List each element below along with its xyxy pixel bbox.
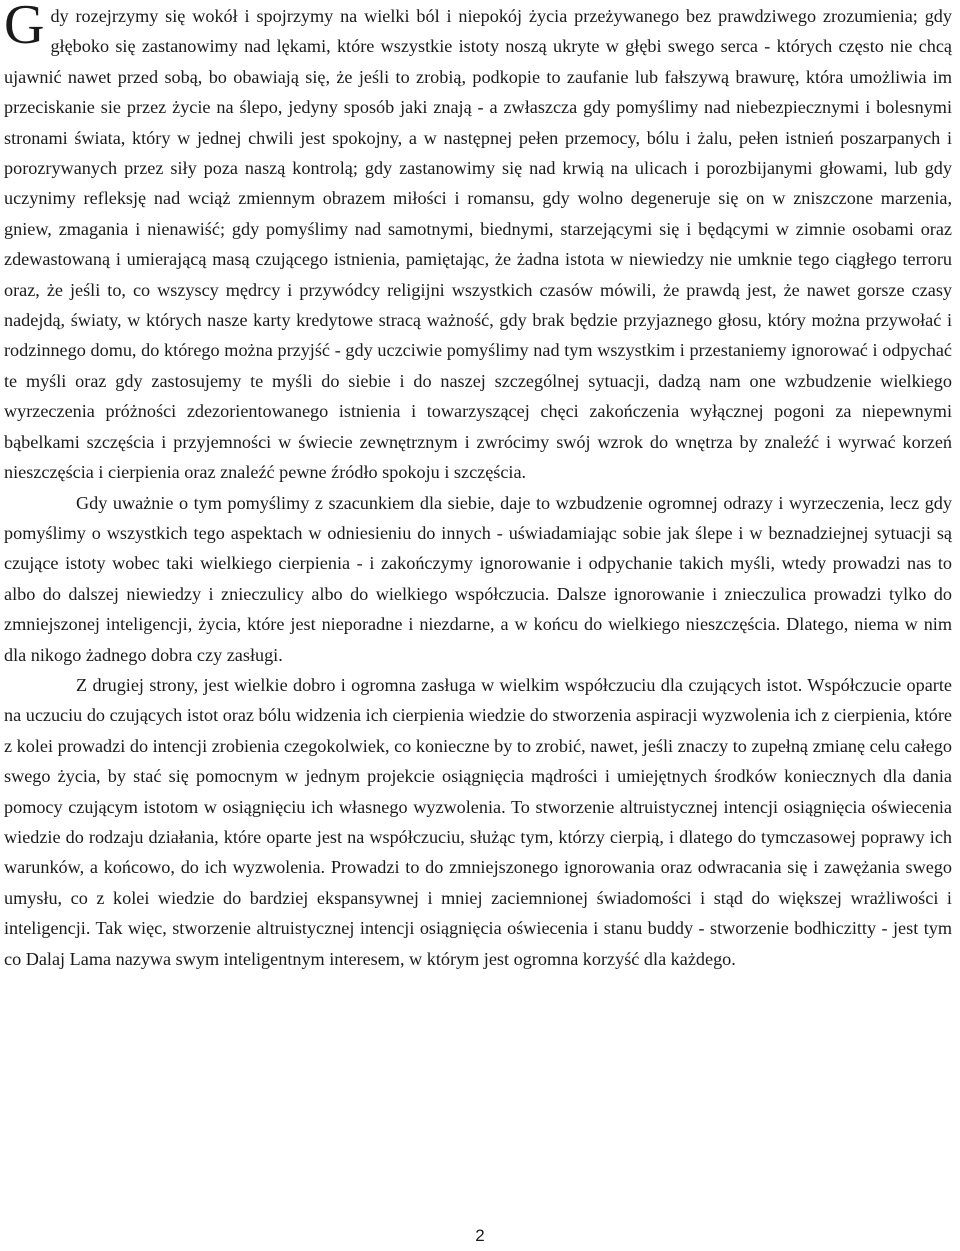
document-page (4, 0, 952, 974)
paragraph-2: Gdy uważnie o tym pomyślimy z szacunkiem dla siebie, daje to wzbudzenie ogromnej odrazy i wyrzeczenia, lecz gdy pomyślimy o wszystkich tego aspektach w odniesieniu do innych - uświadamiając sobie jak ślepe i w beznadziejnej sytuacji są czujące istoty wobec taki wielkiego cierpienia - i zakończymy ignorowanie i odpychanie takich myśli, wtedy prowadzi nas to albo do dalszej niewiedzy i znieczulicy albo do wielkiego współczucia. Dalsze ignorowanie i znieczulica prowadzi tylko do zmniejszonej inteligencji, życia, które jest nieporadne i niezdarne, a w końcu do wielkiego nieszczęścia. Dlatego, niema w nim dla nikogo żadnego dobra czy zasługi. (4, 492, 952, 665)
drop-cap: G (4, 0, 45, 56)
paragraph-3: Z drugiej strony, jest wielkie dobro i ogromna zasługa w wielkim współczuciu dla czujących istot. Współczucie oparte na uczuciu do czujących istot oraz bólu widzenia ich cierpienia wiedzie do stworzenia aspiracji wyzwolenia ich z cierpienia, które z kolei prowadzi do intencji zrobienia czegokolwiek, co konieczne by to zrobić, nawet, jeśli znaczy to zupełną zmianę celu całego swego życia, by stać się pomocnym w jednym projekcie osiągnięcia mądrości i umiejętnych środków koniecznych dla dania pomocy czującym istotom w osiągnięciu ich własnego wyzwolenia. To stworzenie altruistycznej intencji osiągnięcia oświecenia wiedzie do rodzaju działania, które oparte jest na współczuciu, służąc tym, którzy cierpią, i dlatego do tymczasowej poprawy ich warunków, a końcowo, do ich wyzwolenia. Prowadzi to do zmniejszonego ignorowania oraz odwracania się i zawężania swego umysłu, co z kolei wiedzie do bardziej ekspansywnej i mniej zaciemnionej świadomości i stąd do większej wrażliwości i inteligencji. Tak więc, stworzenie altruistycznej intencji osiągnięcia oświecenia i stanu buddy - stworzenie bodhiczitty - jest tym co Dalaj Lama nazywa swym inteligentnym interesem, w którym jest ogromna korzyść dla każdego. (4, 674, 952, 969)
page-number: 2 (475, 1226, 485, 1245)
paragraph-1-text: dy rozejrzymy się wokół i spojrzymy na wielki ból i niepokój życia przeżywanego bez prawdziwego zrozumienia; gdy głęboko się zastanowimy nad lękami, które wszystkie istoty noszą ukryte w głębi swego serca - których często nie chcą ujawnić nawet przed sobą, bo obawiają się, że jeśli to zrobią, podkopie to zaufanie lub fałszywą brawurę, która umożliwia im przeciskanie sie przez życie na ślepo, jedyny sposób jaki znają - a zwłaszcza gdy pomyślimy nad niebezpiecznymi i bolesnymi stronami świata, który w jednej chwili jest spokojny, a w następnej pełen przemocy, bólu i żalu, pełen istnień poszarpanych i porozrywanych przez siły poza naszą kontrolą; gdy zastanowimy się nad krwią na ulicach i porozbijanymi głowami, lub gdy uczynimy refleksję nad wciąż zmiennym obrazem miłości i romansu, gdy wolno degeneruje się on w zniszczone marzenia, gniew, zmagania i nienawiść; gdy pomyślimy nad samotnymi, biednymi, starzejącymi się i będącymi w zimnie osobami oraz zdewastowaną i umierającą masą czującego istnienia, pamiętając, że żadna istota w niewiedzy nie umknie tego ciągłego terroru oraz, że jeśli to, co wszyscy mędrcy i przywódcy religijni wszystkich czasów mówili, że prawdą jest, że nawet gorsze czasy nadejdą, światy, w których nasze karty kredytowe stracą ważność, gdy brak będzie przyjaznego głosu, który można przywołać i rodzinnego domu, do którego można przyjść - gdy uczciwie pomyślimy nad tym wszystkim i przestaniemy ignorować i odpychać te myśli oraz gdy zastosujemy te myśli do siebie i do naszej szczególnej sytuacji, dadzą nam one wzbudzenie wielkiego wyrzeczenia próżności zdezorientowanego istnienia i towarzyszącej chęci zakończenia wyłącznej pogoni za niepewnymi bąbelkami szczęścia i przyjemności w świecie zewnętrznym i zwrócimy swój wzrok do wnętrza by znaleźć i wyrwać korzeń nieszczęścia i cierpienia oraz znaleźć pewne źródło spokoju i szczęścia. (4, 6, 952, 483)
paragraph-1 (4, 0, 952, 488)
